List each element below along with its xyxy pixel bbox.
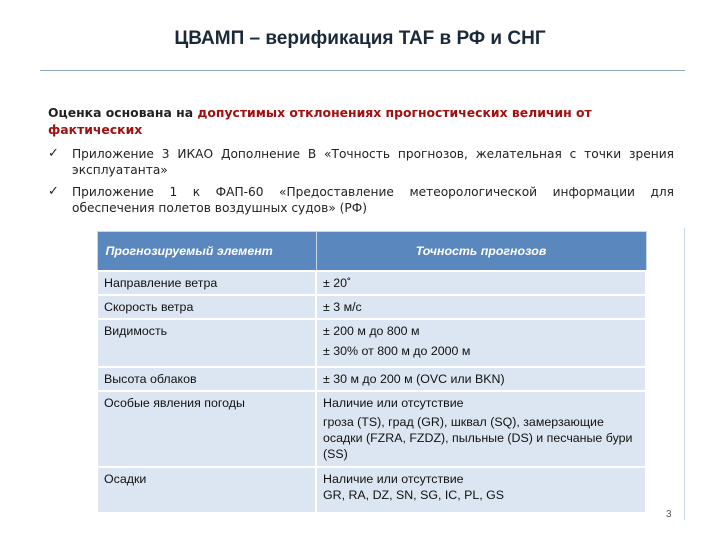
table-row	[97, 271, 646, 295]
table-header-row	[97, 232, 646, 272]
cell-accuracy	[316, 271, 646, 295]
accuracy-line: GR, RA, DZ, SN, SG, IC, PL, GS	[323, 488, 505, 502]
header-element: Прогнозируемый элемент	[97, 232, 316, 272]
intro-highlight: допустимых отклонениях прогностических величин от фактических	[48, 105, 592, 137]
accuracy-line: ± 200 м до 800 м	[323, 324, 420, 338]
accuracy-line: ± 3 м/с	[323, 300, 362, 314]
list-item	[48, 146, 674, 178]
cell-accuracy	[316, 391, 646, 467]
title-divider	[40, 70, 685, 71]
list-item	[48, 184, 674, 216]
accuracy-line: ± 20˚	[323, 276, 352, 290]
table-row	[97, 295, 646, 319]
cell-element: Осадки	[97, 467, 316, 513]
accuracy-line: Наличие или отсутствие	[323, 472, 464, 486]
cell-accuracy	[316, 319, 646, 367]
accuracy-line: гроза (TS), град (GR), шквал (SQ), замерзающие осадки (FZRA, FZDZ), пыльные (DS) и песчаные бури (SS)	[323, 415, 633, 461]
page-side-rule	[684, 228, 685, 520]
cell-element: Направление ветра	[97, 271, 316, 295]
table-row	[97, 391, 646, 467]
bullet-text: Приложение 1 к ФАП-60 «Предоставление метеорологической информации для обеспечения полетов воздушных судов» (РФ)	[72, 185, 674, 215]
header-accuracy: Точность прогнозов	[316, 232, 646, 272]
bullet-text: Приложение 3 ИКАО Дополнение В «Точность прогнозов, желательная с точки зрения эксплуатанта»	[72, 147, 674, 177]
cell-accuracy	[316, 295, 646, 319]
cell-accuracy	[316, 367, 646, 391]
table-row	[97, 467, 646, 513]
cell-element: Скорость ветра	[97, 295, 316, 319]
bullet-list	[48, 146, 674, 222]
check-icon: ✓	[48, 146, 59, 161]
accuracy-line: ± 30% от 800 м до 2000 м	[323, 344, 471, 358]
check-icon: ✓	[48, 184, 59, 199]
accuracy-table	[96, 231, 647, 514]
intro-part1: Оценка основана на	[48, 105, 198, 120]
table-row	[97, 319, 646, 367]
cell-element: Видимость	[97, 319, 316, 367]
page-title: ЦВАМП – верификация TAF в РФ и СНГ	[174, 28, 546, 49]
cell-element: Высота облаков	[97, 367, 316, 391]
table-row	[97, 367, 646, 391]
intro-text	[48, 104, 680, 138]
cell-accuracy	[316, 467, 646, 513]
accuracy-line: ± 30 м до 200 м (OVC или BKN)	[323, 372, 505, 386]
page-number: 3	[666, 509, 672, 520]
accuracy-line: Наличие или отсутствие	[323, 396, 464, 410]
cell-element: Особые явления погоды	[97, 391, 316, 467]
